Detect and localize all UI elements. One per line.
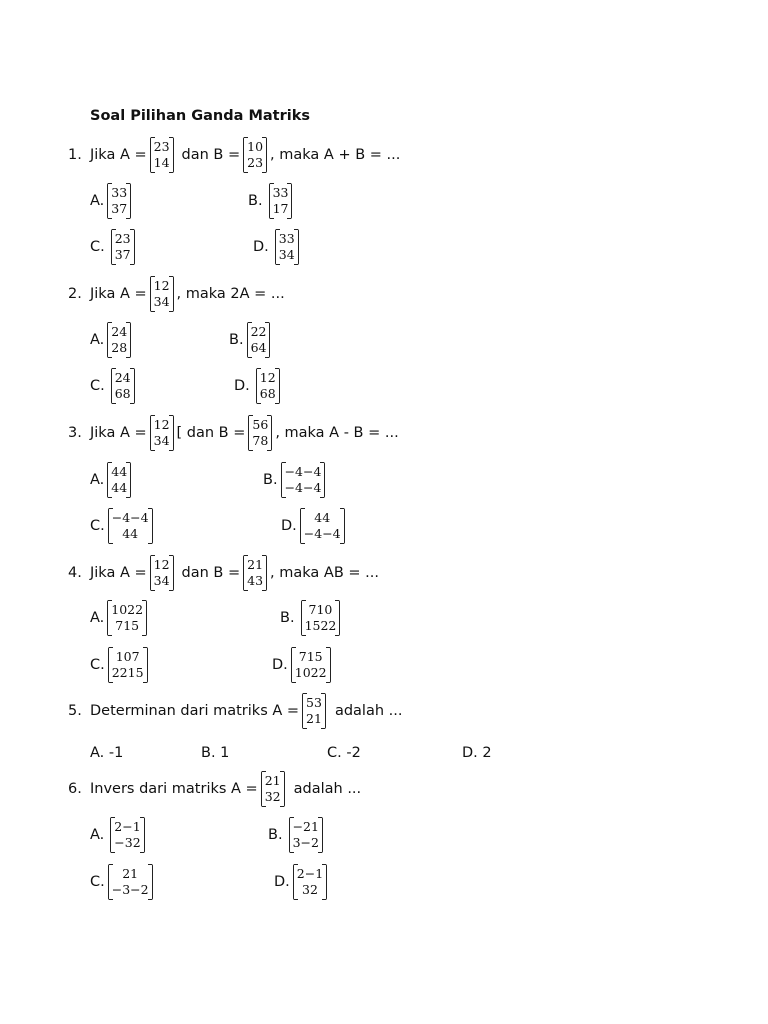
option-matrix: 2−1 32 (293, 864, 327, 900)
question-number: 2. (68, 286, 82, 302)
option-matrix: 715 1022 (291, 647, 331, 683)
option-matrix: 12 68 (256, 368, 280, 404)
question-number: 1. (68, 147, 82, 163)
option-c[interactable]: C. 23 37 (90, 227, 138, 267)
option-a[interactable]: A. -1 (90, 745, 124, 761)
option-c[interactable]: C. -2 (327, 745, 361, 761)
question-text: Invers dari matriks A = (90, 781, 258, 797)
option-matrix: −4−4 44 (108, 508, 153, 544)
option-c[interactable]: C. 107 2215 (90, 645, 151, 685)
option-d[interactable]: D. 44 −4−4 (281, 506, 348, 546)
option-matrix: 21 −3−2 (108, 864, 153, 900)
question-text: adalah ... (334, 703, 403, 719)
question-text: Determinan dari matriks A = (90, 703, 300, 719)
option-a[interactable]: A. 2−1 −32 (90, 815, 148, 855)
question-text: , maka AB = ... (270, 565, 379, 581)
option-d[interactable]: D. 715 1022 (272, 645, 334, 685)
option-matrix: 23 37 (111, 229, 135, 265)
option-b[interactable]: B. 710 1522 (280, 598, 343, 638)
matrix-a: 12 34 (150, 555, 174, 591)
question-3 (0, 413, 768, 453)
question-text: , maka 2A = ... (176, 286, 285, 302)
option-matrix: 33 17 (269, 183, 293, 219)
option-a[interactable]: A. 24 28 (90, 320, 134, 360)
matrix-a: 21 32 (261, 771, 285, 807)
option-matrix: 2−1 −32 (110, 817, 144, 853)
option-c[interactable]: C. −4−4 44 (90, 506, 156, 546)
option-d[interactable]: D. 2 (462, 745, 492, 761)
matrix-b: 56 78 (248, 415, 272, 451)
question-2 (0, 274, 768, 314)
question-6 (0, 769, 768, 809)
option-a[interactable]: A. 33 37 (90, 181, 134, 221)
option-c[interactable]: C. 24 68 (90, 366, 138, 406)
option-matrix: 44 −4−4 (300, 508, 345, 544)
option-b[interactable]: B. 22 64 (229, 320, 273, 360)
option-matrix: 710 1522 (301, 600, 341, 636)
option-d[interactable]: D. 2−1 32 (274, 862, 330, 902)
page-title: Soal Pilihan Ganda Matriks (90, 108, 310, 124)
question-number: 4. (68, 565, 82, 581)
option-matrix: −21 3−2 (289, 817, 323, 853)
option-matrix: 44 44 (107, 462, 131, 498)
question-text: Jika A = (90, 147, 147, 163)
option-matrix: 24 68 (111, 368, 135, 404)
question-text: Jika A = (90, 565, 147, 581)
question-text: , maka A - B = ... (275, 425, 399, 441)
question-text: dan B = (181, 147, 241, 163)
question-text: Jika A = (90, 286, 147, 302)
question-text: dan B = (181, 565, 241, 581)
question-text: Jika A = (90, 425, 147, 441)
question-text: adalah ... (293, 781, 362, 797)
matrix-a: 12 34 (150, 415, 174, 451)
matrix-a: 12 34 (150, 276, 174, 312)
question-text: [ dan B = (176, 425, 246, 441)
option-b[interactable]: B. 33 17 (248, 181, 295, 221)
option-a[interactable]: A. 44 44 (90, 460, 134, 500)
option-c[interactable]: C. 21 −3−2 (90, 862, 156, 902)
question-1 (0, 135, 768, 175)
option-d[interactable]: D. 33 34 (253, 227, 302, 267)
option-matrix: 1022 715 (107, 600, 147, 636)
question-number: 6. (68, 781, 82, 797)
matrix-a: 23 14 (150, 137, 174, 173)
option-b[interactable]: B. 1 (201, 745, 230, 761)
option-matrix: 107 2215 (108, 647, 148, 683)
matrix-b: 10 23 (243, 137, 267, 173)
option-matrix: 33 37 (107, 183, 131, 219)
option-matrix: −4−4 −4−4 (281, 462, 326, 498)
matrix-b: 21 43 (243, 555, 267, 591)
question-number: 5. (68, 703, 82, 719)
question-4 (0, 553, 768, 593)
option-matrix: 24 28 (107, 322, 131, 358)
option-matrix: 33 34 (275, 229, 299, 265)
question-5 (0, 691, 768, 731)
option-b[interactable]: B. −4−4 −4−4 (263, 460, 328, 500)
option-a[interactable]: A. 1022 715 (90, 598, 150, 638)
option-d[interactable]: D. 12 68 (234, 366, 283, 406)
option-matrix: 22 64 (247, 322, 271, 358)
question-number: 3. (68, 425, 82, 441)
matrix-a: 53 21 (302, 693, 326, 729)
question-text: , maka A + B = ... (270, 147, 401, 163)
option-b[interactable]: B. −21 3−2 (268, 815, 326, 855)
